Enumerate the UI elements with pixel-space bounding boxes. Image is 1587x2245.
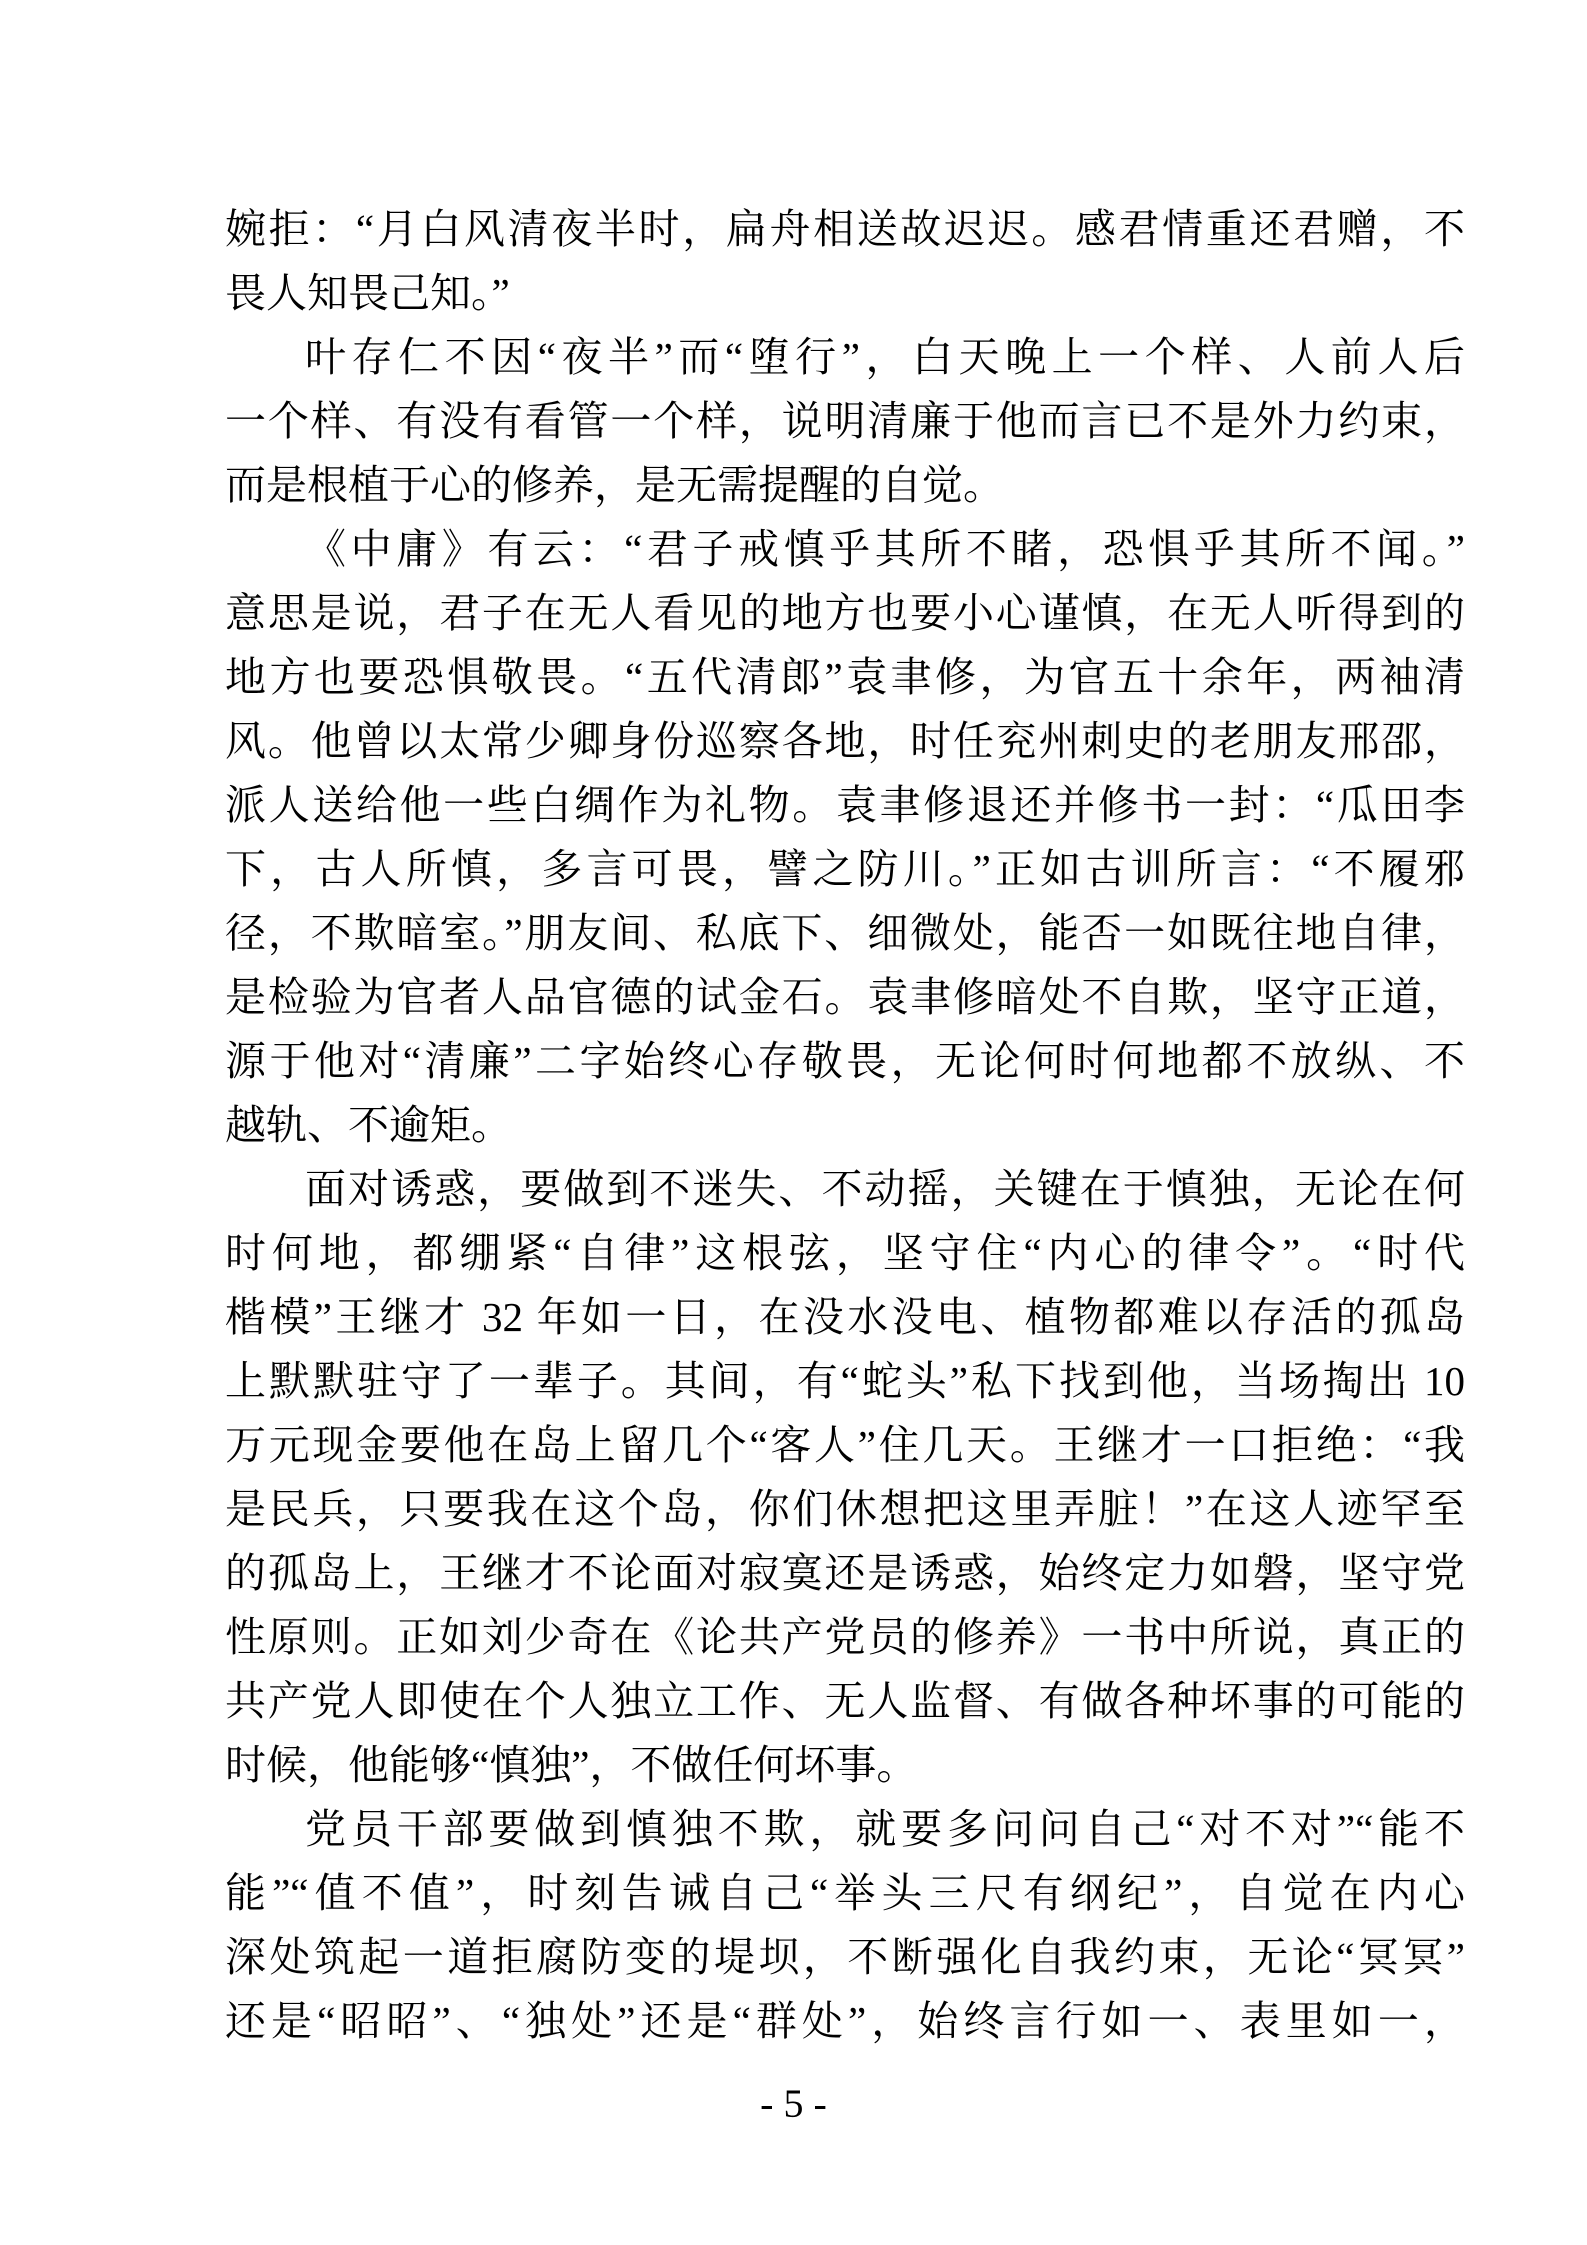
text-line: 畏人知畏己知。” — [225, 270, 510, 316]
text-line: 楷模”王继才 32 年如一日，在没水没电、植物都难以存活的孤岛 — [225, 1294, 1465, 1340]
text-line: 婉拒：“月白风清夜半时，扁舟相送故迟迟。感君情重还君赠，不 — [225, 206, 1465, 252]
text-line: 是民兵，只要我在这个岛，你们休想把这里弄脏！”在这人迹罕至 — [225, 1486, 1465, 1532]
text-line: 风。他曾以太常少卿身份巡察各地，时任兖州刺史的老朋友邢邵， — [225, 718, 1465, 764]
text-line: 下，古人所慎，多言可畏，譬之防川。”正如古训所言：“不履邪 — [225, 846, 1465, 892]
text-line: 时何地，都绷紧“自律”这根弦，坚守住“内心的律令”。“时代 — [225, 1230, 1465, 1276]
text-line: 党员干部要做到慎独不欺，就要多问问自己“对不对”“能不 — [305, 1806, 1465, 1852]
text-line: 共产党人即使在个人独立工作、无人监督、有做各种坏事的可能的 — [225, 1678, 1465, 1724]
text-line: 的孤岛上，王继才不论面对寂寞还是诱惑，始终定力如磐，坚守党 — [225, 1550, 1465, 1596]
body-text — [225, 197, 1465, 2053]
page-number: - 5 - — [760, 2081, 827, 2126]
text-line: 是检验为官者人品官德的试金石。袁聿修暗处不自欺，坚守正道， — [225, 974, 1465, 1020]
text-line: 径，不欺暗室。”朋友间、私底下、细微处，能否一如既往地自律， — [225, 910, 1465, 956]
text-line: 越轨、不逾矩。 — [225, 1102, 512, 1148]
text-line: 性原则。正如刘少奇在《论共产党员的修养》一书中所说，真正的 — [225, 1614, 1465, 1660]
text-line: 一个样、有没有看管一个样，说明清廉于他而言已不是外力约束， — [225, 398, 1465, 444]
text-line: 还是“昭昭”、“独处”还是“群处”，始终言行如一、表里如一， — [225, 1998, 1465, 2044]
text-line: 意思是说，君子在无人看见的地方也要小心谨慎，在无人听得到的 — [225, 590, 1465, 636]
text-line: 万元现金要他在岛上留几个“客人”住几天。王继才一口拒绝：“我 — [225, 1422, 1465, 1468]
text-line: 叶存仁不因“夜半”而“堕行”，白天晚上一个样、人前人后 — [305, 334, 1465, 380]
text-line: 面对诱惑，要做到不迷失、不动摇，关键在于慎独，无论在何 — [305, 1166, 1465, 1212]
text-line: 时候，他能够“慎独”，不做任何坏事。 — [225, 1742, 918, 1788]
text-line: 地方也要恐惧敬畏。“五代清郎”袁聿修，为官五十余年，两袖清 — [225, 654, 1465, 700]
text-line: 能”“值不值”，时刻告诫自己“举头三尺有纲纪”，自觉在内心 — [225, 1870, 1465, 1916]
text-line: 源于他对“清廉”二字始终心存敬畏，无论何时何地都不放纵、不 — [225, 1038, 1465, 1084]
text-line: 派人送给他一些白绸作为礼物。袁聿修退还并修书一封：“瓜田李 — [225, 782, 1465, 828]
text-line: 上默默驻守了一辈子。其间，有“蛇头”私下找到他，当场掏出 10 — [225, 1358, 1465, 1404]
text-line: 深处筑起一道拒腐防变的堤坝，不断强化自我约束，无论“冥冥” — [225, 1934, 1465, 1980]
text-line: 而是根植于心的修养，是无需提醒的自觉。 — [225, 462, 1004, 508]
text-line: 《中庸》有云：“君子戒慎乎其所不睹，恐惧乎其所不闻。” — [305, 526, 1465, 572]
